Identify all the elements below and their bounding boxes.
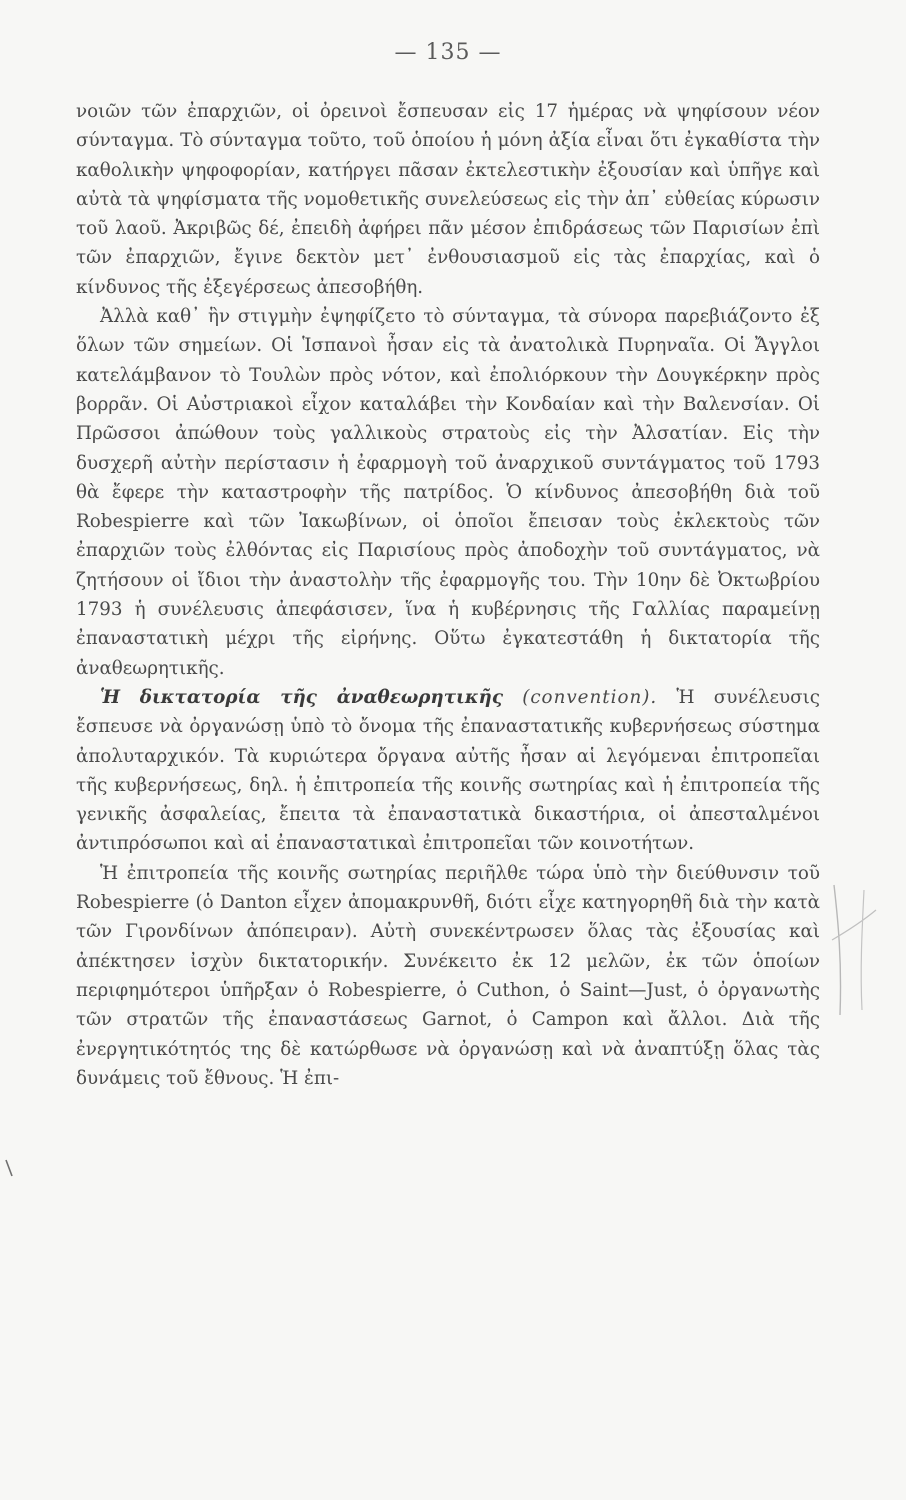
paragraph-4: Ἡ ἐπιτροπεία τῆς κοινῆς σωτηρίας περιῆλθε τώρα ὑπὸ τὴν διεύθυνσιν τοῦ Robespierre (ὁ Danton εἶχεν ἀπομακρυνθῆ, διότι εἶχε κατηγορηθῆ διὰ τὴν κατὰ τῶν Γιρονδίνων ἀπόπειραν). Αὐτὴ συνεκέντρωσεν ὅλας τὰς ἐξουσίας καὶ ἀπέκτησεν ἰσχὺν δικτατορικήν. Συνέκειτο ἐκ 12 μελῶν, ἐκ τῶν ὁποίων περιφημότεροι ὑπῆρξαν ὁ Robespierre, ὁ Cuthon, ὁ Saint—Just, ὁ ὀργανωτὴς τῶν στρατῶν τῆς ἐπαναστάσεως Garnot, ὁ Campon καὶ ἄλλοι. Διὰ τῆς ἐνεργητικότητός της δὲ κατώρθωσε νὰ ὀργανώσῃ καὶ νὰ ἀναπτύξῃ ὅλας τὰς δυνάμεις τοῦ ἔθνους. Ἡ ἐπι- — [76, 862, 820, 1089]
pencil-annotation-mark — [824, 880, 884, 1020]
paragraph-3-text: Ἡ συνέλευσις ἔσπευσε νὰ ὀργανώσῃ ὑπὸ τὸ ὄνομα τῆς ἐπαναστατικῆς κυβερνήσεως σύστημα ἀπολυταρχικόν. Τὰ κυριώτερα ὄργανα αὐτῆς ἦσαν αἱ λεγόμεναι ἐπιτροπεῖαι τῆς κυβερνήσεως, δηλ. ἡ ἐπιτροπεία τῆς κοινῆς σωτηρίας καὶ ἡ ἐπιτροπεία τῆς γενικῆς ἀσφαλείας, ἔπειτα τὰ ἐπαναστατικὰ δικαστήρια, οἱ ἀπεσταλμένοι ἀντιπρόσωποι καὶ αἱ ἐπαναστατικαὶ ἐπιτροπεῖαι τῶν κοινοτήτων. — [76, 686, 820, 855]
page-number: — 135 — — [394, 40, 502, 65]
paragraph-2: Ἀλλὰ καθ᾿ ἣν στιγμὴν ἐψηφίζετο τὸ σύνταγμα, τὰ σύνορα παρεβιάζοντο ἐξ ὅλων τῶν σημείων. Οἱ Ἱσπανοὶ ἦσαν εἰς τὰ ἀνατολικὰ Πυρηναῖα. Οἱ Ἄγγλοι κατελάμβανον τὸ Τουλὼν πρὸς νότον, καὶ ἐπολιόρκουν τὴν Δουγκέρκην πρὸς βορρᾶν. Οἱ Αὐστριακοὶ εἶχον καταλάβει τὴν Κονδαίαν καὶ τὴν Βαλενσίαν. Οἱ Πρῶσσοι ἀπώθουν τοὺς γαλλικοὺς στρατοὺς εἰς τὴν Ἀλσατίαν. Εἰς τὴν δυσχερῆ αὐτὴν περίστασιν ἡ ἐφαρμογὴ τοῦ ἀναρχικοῦ συντάγματος τοῦ 1793 θὰ ἔφερε τὴν καταστροφὴν τῆς πατρίδος. Ὁ κίνδυνος ἀπεσοβήθη διὰ τοῦ Robespierre καὶ τῶν Ἰακωβίνων, οἱ ὁποῖοι ἔπεισαν τοὺς ἐκλεκτοὺς τῶν ἐπαρχιῶν τοὺς ἐλθόντας εἰς Παρισίους πρὸς ἀποδοχὴν τοῦ συντάγματος, νὰ ζητήσουν οἱ ἴδιοι τὴν ἀναστολὴν τῆς ἐφαρμογῆς του. Τὴν 10ην δὲ Ὀκτωβρίου 1793 ἡ συνέλευσις ἀπεφάσισεν, ἵνα ἡ κυβέρνησις τῆς Γαλλίας παραμείνῃ ἐπαναστατικὴ μέχρι τῆς εἰρήνης. Οὕτω ἐγκατεστάθη ἡ δικτατορία τῆς ἀναθεωρητικῆς. — [76, 306, 820, 679]
page-body — [76, 97, 820, 1093]
section-heading: Ἡ δικτατορία τῆς ἀναθεωρητικῆς — [100, 686, 503, 708]
paragraph-3 — [76, 683, 820, 859]
paragraph-1: νοιῶν τῶν ἐπαρχιῶν, οἱ ὀρεινοὶ ἔσπευσαν εἰς 17 ἡμέρας νὰ ψηφίσουν νέον σύνταγμα. Τὸ σύνταγμα τοῦτο, τοῦ ὁποίου ἡ μόνη ἀξία εἶναι ὅτι ἐγκαθίστα τὴν καθολικὴν ψηφοφορίαν, κατήργει πᾶσαν ἐκτελεστικὴν ἐξουσίαν καὶ ὑπῆγε καὶ αὐτὰ τὰ ψηφίσματα τῆς νομοθετικῆς συνελεύσεως εἰς τὴν ἀπ᾿ εὐθείας κύρωσιν τοῦ λαοῦ. Ἀκριβῶς δέ, ἐπειδὴ ἀφήρει πᾶν μέσον ἐπιδράσεως τῶν Παρισίων ἐπὶ τῶν ἐπαρχιῶν, ἔγινε δεκτὸν μετ᾿ ἐνθουσιασμοῦ εἰς τὰς ἐπαρχίας, καὶ ὁ κίνδυνος τῆς ἐξεγέρσεως ἀπεσοβήθη. — [76, 101, 820, 298]
margin-tick-mark — [4, 1158, 14, 1178]
section-heading-latin: (convention). — [522, 686, 658, 708]
